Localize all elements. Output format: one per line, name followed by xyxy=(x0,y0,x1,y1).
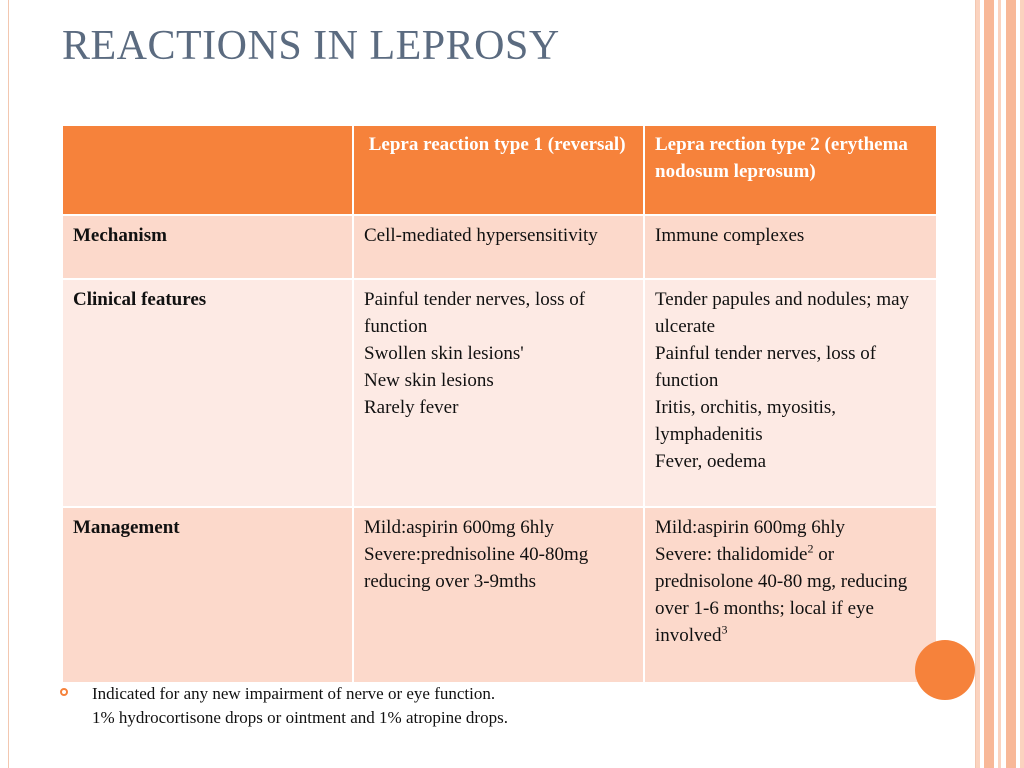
footnote-ref: 2 xyxy=(807,541,814,556)
cell-line: Mild:aspirin 600mg 6hly xyxy=(655,517,845,538)
table-row-clinical-features xyxy=(62,279,937,507)
stripe-1 xyxy=(976,0,980,768)
cell-type2 xyxy=(644,507,937,683)
cell-line xyxy=(655,541,926,649)
stripe-2 xyxy=(984,0,994,768)
footnote-2: 1% hydrocortisone drops or ointment and 1% atropine drops. xyxy=(92,708,508,727)
cell-line: Rarely fever xyxy=(364,397,459,418)
cell-line: Iritis, orchitis, myositis, lymphadenitis xyxy=(655,397,837,445)
decorative-stripes xyxy=(976,0,1024,768)
cell-line: Painful tender nerves, loss of function xyxy=(655,343,877,391)
decorative-circle xyxy=(915,640,975,700)
stripe-4 xyxy=(1006,0,1016,768)
stripe-3 xyxy=(998,0,1001,768)
cell-line: Mild:aspirin 600mg 6hly xyxy=(364,517,554,538)
table-row-management xyxy=(62,507,937,683)
stripe-5 xyxy=(1020,0,1024,768)
table-row-mechanism xyxy=(62,215,937,279)
header-type1: Lepra reaction type 1 (reversal) xyxy=(353,125,644,215)
table-header-row xyxy=(62,125,937,215)
row-label: Clinical features xyxy=(62,279,353,507)
cell-type1 xyxy=(353,279,644,507)
cell-line: Painful tender nerves, loss of function xyxy=(364,289,586,337)
row-label: Management xyxy=(62,507,353,683)
cell-type2 xyxy=(644,279,937,507)
text-segment: or prednisolone 40-80 mg, reducing over 1-6 months; local if eye involved xyxy=(655,544,908,646)
slide-title: REACTIONS IN LEPROSY xyxy=(62,23,560,69)
footnotes xyxy=(60,682,508,730)
text-segment: Severe: thalidomide xyxy=(655,544,808,565)
bullet-icon xyxy=(60,688,68,696)
cell-type2 xyxy=(644,215,937,279)
header-type2: Lepra rection type 2 (erythema nodosum leprosum) xyxy=(644,125,937,215)
cell-line: Severe:prednisoline 40-80mg reducing over 3-9mths xyxy=(364,544,589,592)
cell-line: Immune complexes xyxy=(655,225,805,246)
footnote-1: Indicated for any new impairment of nerve or eye function. xyxy=(92,684,496,703)
cell-line: Swollen skin lesions' xyxy=(364,343,524,364)
reactions-table xyxy=(61,124,938,684)
row-label: Mechanism xyxy=(62,215,353,279)
cell-line: Fever, oedema xyxy=(655,451,767,472)
footnote-ref: 3 xyxy=(721,622,728,637)
cell-line: New skin lesions xyxy=(364,370,494,391)
header-blank-cell xyxy=(62,125,353,215)
cell-type1 xyxy=(353,215,644,279)
cell-type1 xyxy=(353,507,644,683)
cell-line: Tender papules and nodules; may ulcerate xyxy=(655,289,910,337)
cell-line: Cell-mediated hypersensitivity xyxy=(364,225,598,246)
